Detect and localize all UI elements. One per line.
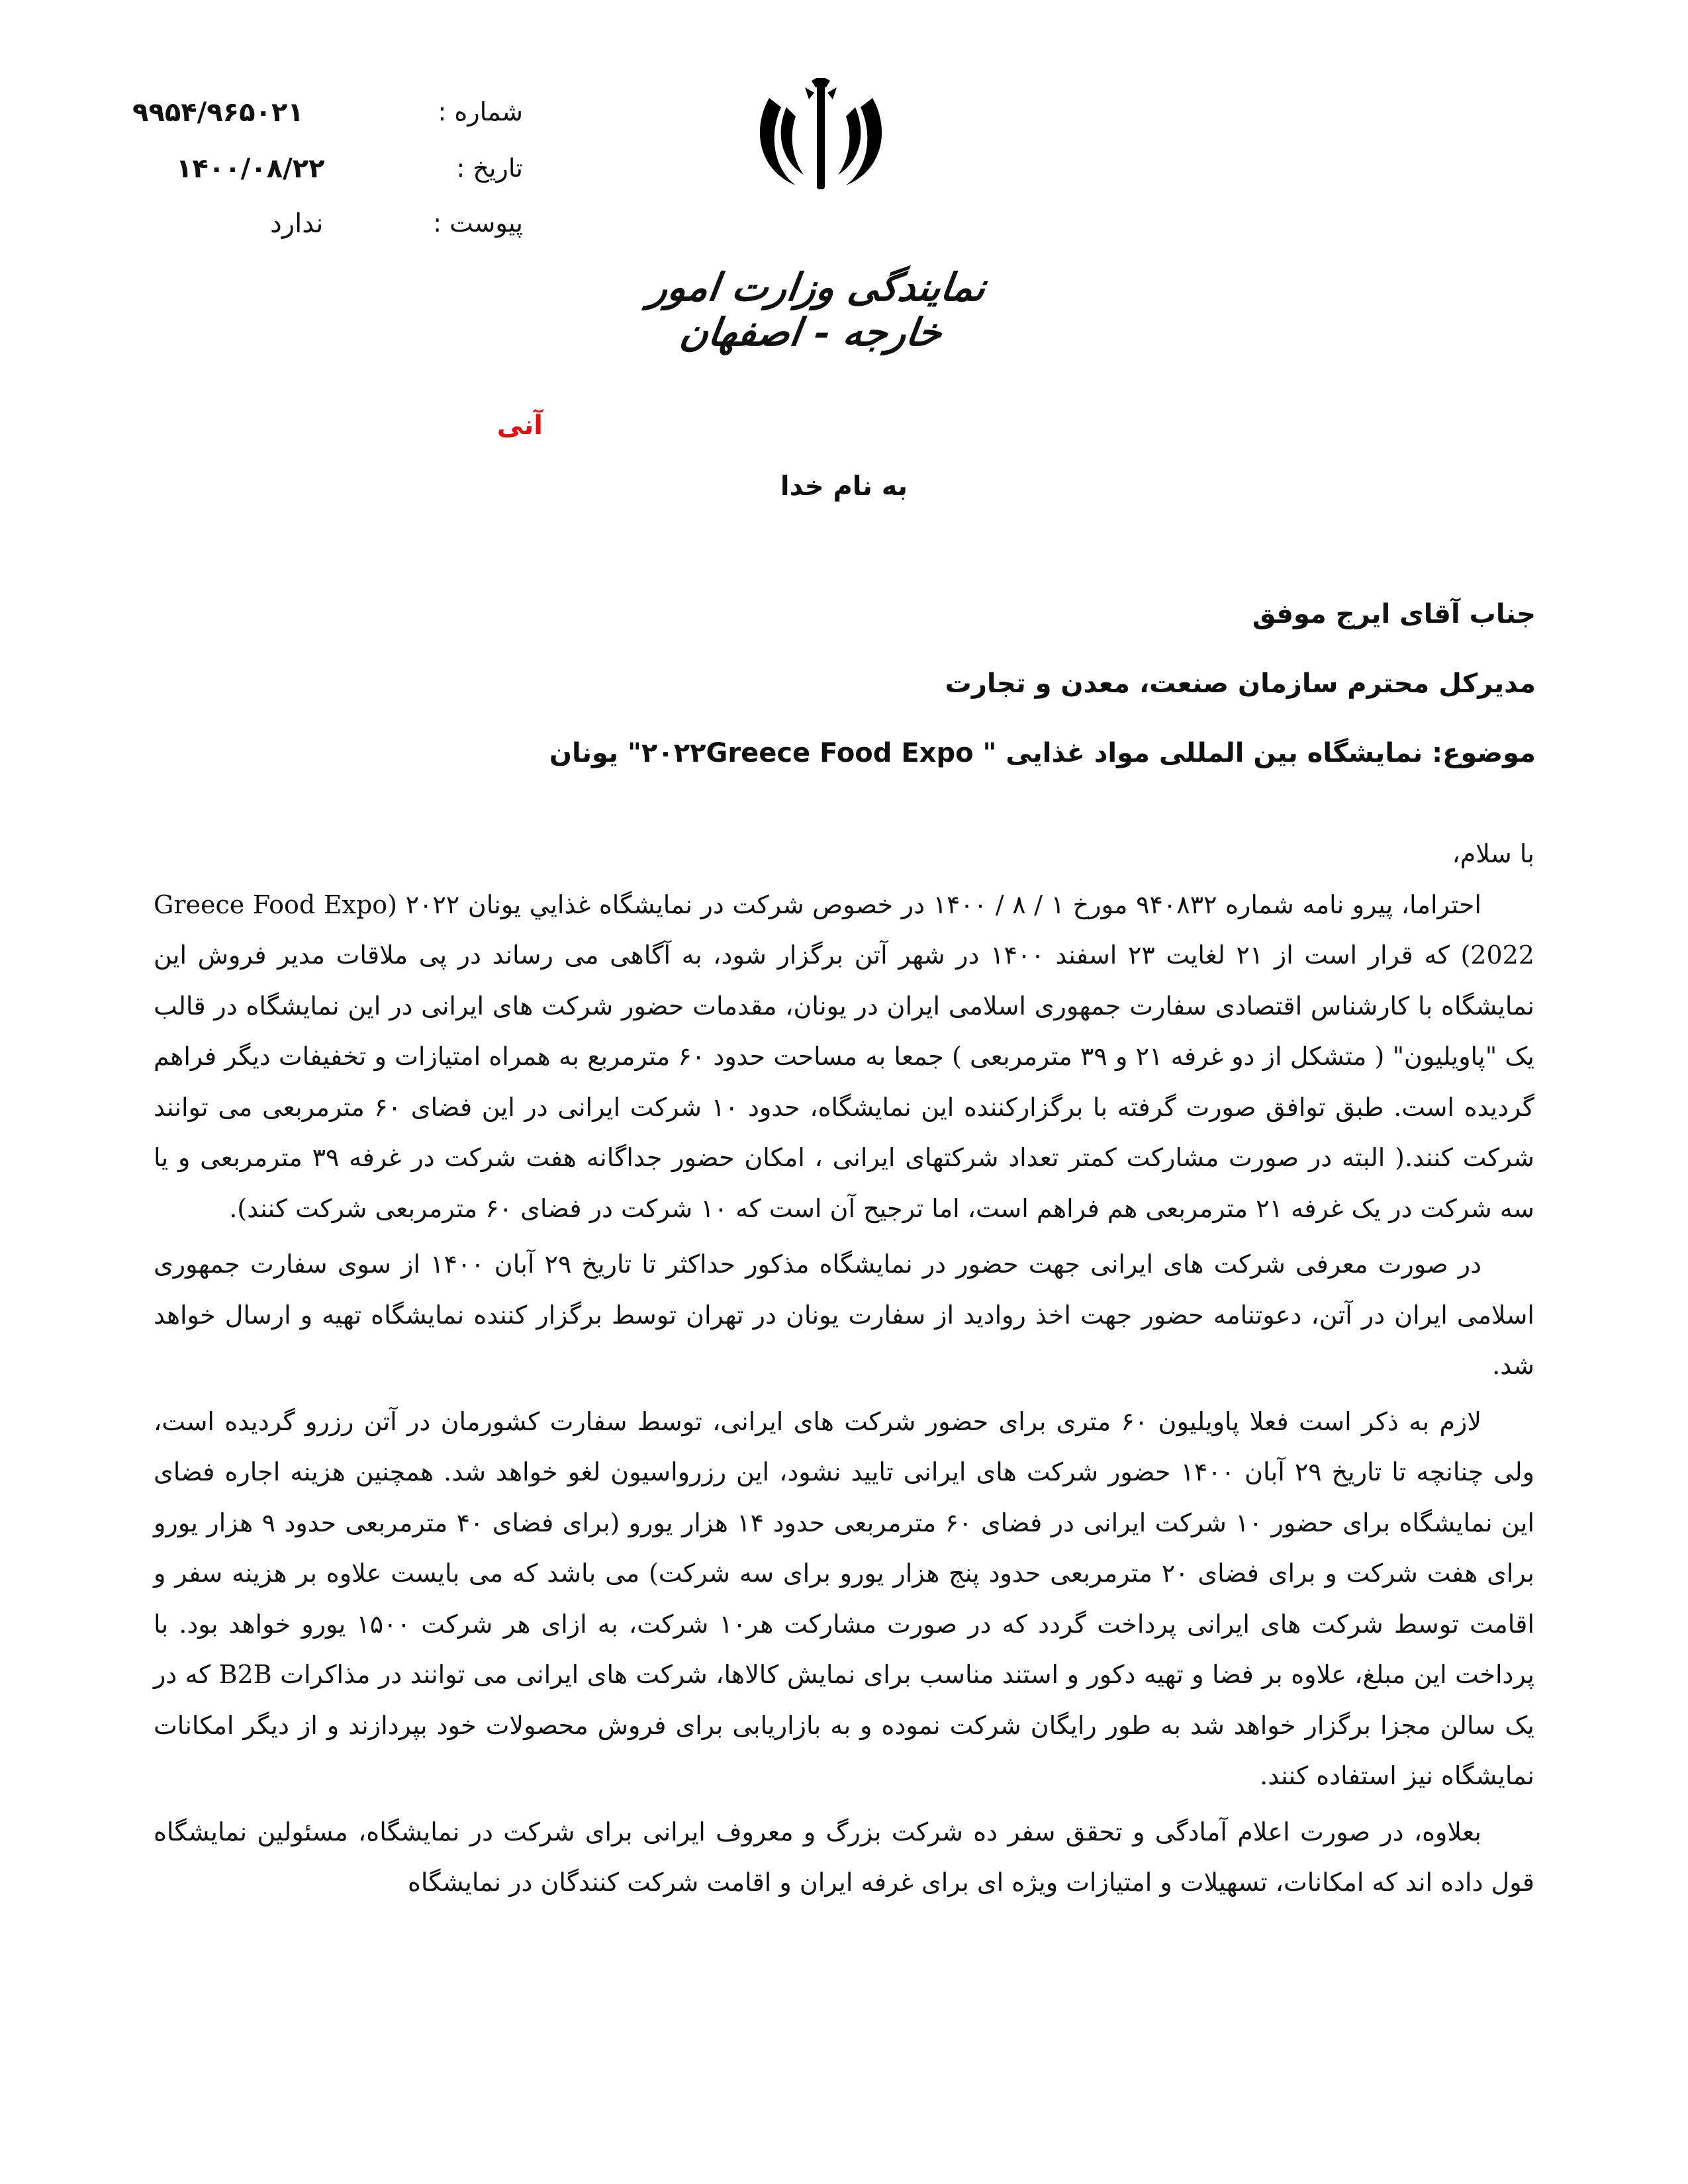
letter-body (154, 829, 1534, 1908)
letter-date-label: تاریخ : (456, 154, 523, 183)
body-paragraph: لازم به ذکر است فعلا پاویلیون ۶۰ متری برای حضور شرکت های ایرانی، توسط سفارت کشورمان در آتن رزرو گردیده است، ولی چنانچه تا تاریخ ۲۹ آبان ۱۴۰۰ حضور شرکت های ایرانی تایید نشود، این رزرواسیون لغو خواهد شد. همچنین هزینه اجاره فضای این نمایشگاه برای حضور ۱۰ شرکت ایرانی در فضای ۶۰ مترمربعی حدود ۱۴ هزار یورو (برای فضای ۴۰ مترمربعی حدود ۹ هزار یورو برای هفت شرکت و برای فضای ۲۰ مترمربعی حدود پنج هزار یورو برای سه شرکت) می باشد که می بایست علاوه بر هزینه سفر و اقامت توسط شرکت های ایرانی پرداخت گردد که در صورت مشارکت هر۱۰ شرکت، به ازای هر شرکت ۱۵۰۰ یورو خواهد بود. با پرداخت این مبلغ، علاوه بر فضا و تهیه دکور و استند مناسب برای نمایش کالاها، شرکت های ایرانی می توانند در مذاکرات B2B که در یک سالن مجزا برگزار خواهد شد به طور رایگان شرکت نموده و به بازاریابی برای فروش محصولات خود بپردازند و از دیگر امکانات نمایشگاه نیز استفاده کنند. (154, 1406, 1535, 1790)
letter-number-value: ۹۹۵۴/۹۶۵۰۲۱ (132, 97, 304, 128)
letter-date-value: ۱۴۰۰/۰۸/۲۲ (176, 154, 325, 184)
salutation-top: به نام خدا (780, 471, 908, 502)
body-paragraph: احتراما، پیرو نامه شماره ۹۴۰۸۳۲ مورخ ۱ / ۸ / ۱۴۰۰ در خصوص شرکت در نمایشگاه غذايي یونان ۲۰۲۲ (Greece Food Expo 2022) که قرار است از ۲۱ لغایت ۲۳ اسفند ۱۴۰۰ در شهر آتن برگزار شود، به آگاهی می رساند در پی ملاقات مدیر فروش این نمایشگاه با کارشناس اقتصادی سفارت جمهوری اسلامی ایران در یونان، مقدمات حضور شرکت های ایرانی در این نمایشگاه در قالب یک "پاویلیون" ( متشکل از دو غرفه ۲۱ و ۳۹ مترمربعی ) جمعا به مساحت حدود ۶۰ مترمربع به همراه امتیازات و تخفیفات دیگر فراهم گردیده است. طبق توافق صورت گرفته با برگزارکننده این نمایشگاه، حدود ۱۰ شرکت ایرانی در این فضای ۶۰ مترمربعی می توانند شرکت کنند.( البته در صورت مشارکت کمتر تعداد شرکتهای ایرانی ، امکان حضور جداگانه هفت شرکت در غرفه ۳۹ مترمربعی و یا سه شرکت در یک غرفه ۲۱ مترمربعی هم فراهم است، اما ترجیح آن است که ۱۰ شرکت در فضای ۶۰ مترمربعی شرکت کنند). (154, 889, 1535, 1223)
body-paragraph: بعلاوه، در صورت اعلام آمادگی و تحقق سفر ده شرکت بزرگ و معروف ایرانی برای شرکت در نمایشگاه، مسئولین نمایشگاه قول داده اند که امکانات، تسهیلات و امتیازات ویژه ای برای غرفه ایران و اقامت شرکت کنندگان در نمایشگاه (154, 1817, 1534, 1897)
greeting: با سلام، (1452, 839, 1534, 868)
body-paragraph: در صورت معرفی شرکت های ایرانی جهت حضور در نمایشگاه مذکور حداکثر تا تاریخ ۲۹ آبان ۱۴۰۰ از سوی سفارت جمهوری اسلامی ایران در آتن، دعوتنامه حضور جهت اخذ روادید از سفارت یونان در تهران توسط برگزار کننده نمایشگاه تهیه و ارسال خواهد شد. (154, 1250, 1534, 1380)
iran-emblem-icon (755, 78, 887, 194)
letter-number-row (132, 99, 523, 128)
letter-subject: موضوع: نمایشگاه بین المللی مواد غذایی " ۲۰۲۲Greece Food Expo" یونان (549, 738, 1536, 768)
letter-date-row (132, 156, 523, 185)
ministry-title: نمایندگی وزارت امور خارجه - اصفهان (646, 265, 989, 355)
letter-attachment-label: پیوست : (433, 208, 523, 238)
letter-attachment-value: ندارد (270, 208, 324, 239)
letter-number-label: شماره : (438, 97, 523, 126)
urgency-label: آنی (496, 410, 543, 441)
recipient-name: جناب آقای ایرج موفق (1252, 599, 1536, 629)
recipient-title: مدیرکل محترم سازمان صنعت، معدن و تجارت (945, 668, 1536, 699)
letter-attachment-row (132, 210, 523, 240)
